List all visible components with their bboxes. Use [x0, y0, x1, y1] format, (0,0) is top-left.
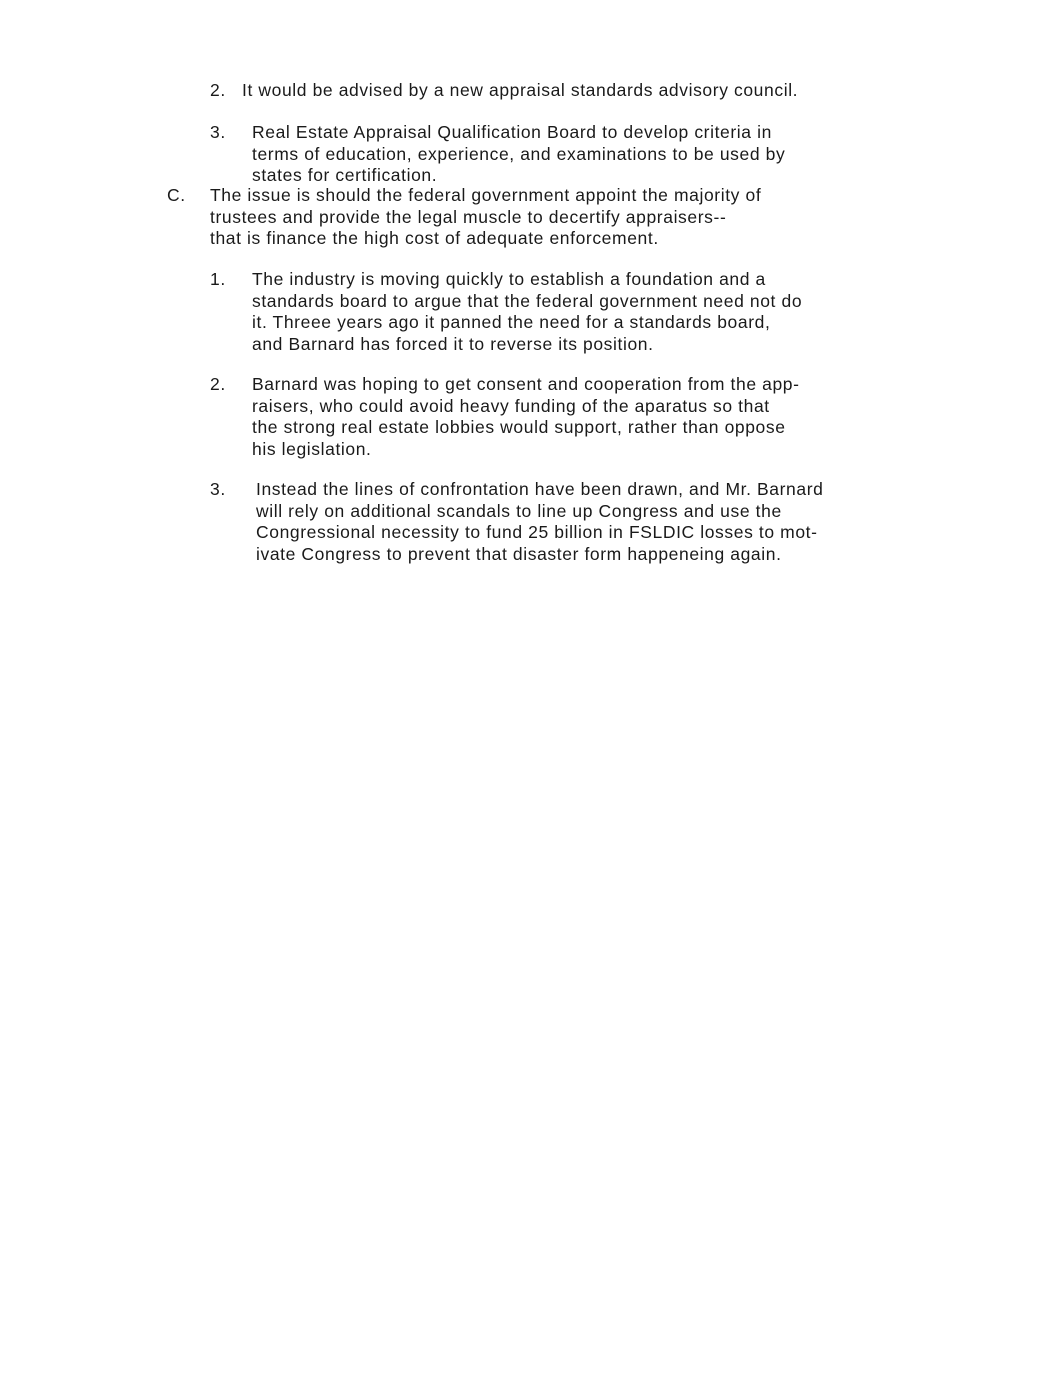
list-item-b-3: [210, 122, 970, 187]
text-line: will rely on additional scandals to line up Congress and use the: [256, 500, 782, 521]
text-line: that is finance the high cost of adequate enforcement.: [210, 228, 659, 248]
text-line: trustees and provide the legal muscle to decertify appraisers--: [210, 206, 727, 227]
list-item-c-3: [210, 479, 990, 565]
text-line: The issue is should the federal government appoint the majority of: [210, 185, 762, 205]
text-line: ivate Congress to prevent that disaster form happeneing again.: [256, 543, 782, 564]
text-line: the strong real estate lobbies would support, rather than oppose: [252, 417, 786, 437]
item-marker: 3.: [210, 479, 226, 499]
text-line: raisers, who could avoid heavy funding of the aparatus so that: [252, 395, 770, 416]
list-item-b-2: [210, 80, 970, 102]
item-marker: 2.: [210, 80, 226, 100]
item-text: [256, 479, 990, 565]
text-line: terms of education, experience, and examinations to be used by: [252, 143, 786, 164]
text-line: it. Threee years ago it panned the need for a standards board,: [252, 312, 771, 332]
text-line: and Barnard has forced it to reverse its position.: [252, 333, 654, 354]
item-text: [252, 374, 970, 460]
list-item-c-2: [210, 374, 970, 460]
item-marker: 2.: [210, 374, 226, 394]
text-line: his legislation.: [252, 438, 372, 459]
text-line: standards board to argue that the federal government need not do: [252, 290, 803, 311]
text-line: Congressional necessity to fund 25 billion in FSLDIC losses to mot-: [256, 522, 818, 542]
item-text: [242, 80, 970, 102]
text-line: Real Estate Appraisal Qualification Board to develop criteria in: [252, 122, 772, 142]
item-text: [252, 269, 970, 355]
item-marker: 1.: [210, 269, 226, 289]
list-item-c-1: [210, 269, 970, 355]
item-text: [210, 185, 957, 250]
list-item-c: [167, 185, 957, 250]
text-line: states for certification.: [252, 165, 438, 185]
text-line: Instead the lines of confrontation have been drawn, and Mr. Barnard: [256, 479, 824, 499]
item-marker: 3.: [210, 122, 226, 142]
text-line: Barnard was hoping to get consent and cooperation from the app-: [252, 374, 800, 394]
item-marker: C.: [167, 185, 186, 205]
text-line: It would be advised by a new appraisal standards advisory council.: [242, 80, 799, 100]
item-text: [252, 122, 970, 187]
text-line: The industry is moving quickly to establish a foundation and a: [252, 269, 766, 289]
